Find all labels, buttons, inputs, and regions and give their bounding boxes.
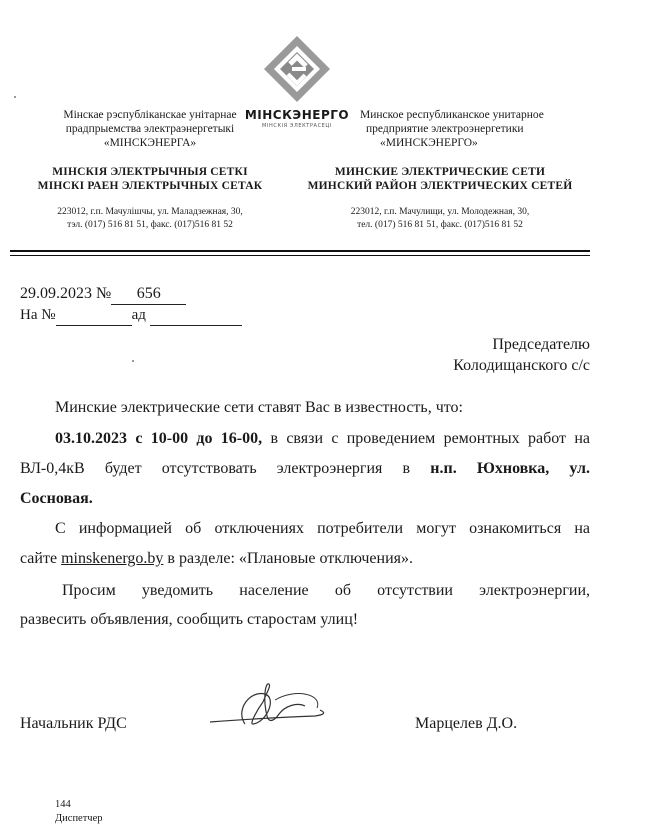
dept-by-line1: МІНСКІЯ ЭЛЕКТРЫЧНЫЯ СЕТКІ — [52, 166, 248, 178]
addr-by-line1: 223012, г.п. Мачулішчы, ул. Маладзежная, 30, — [57, 207, 243, 217]
org-by-line1: Мінскае рэспубліканскае унітарнае — [63, 109, 237, 121]
dept-name-ru — [300, 165, 580, 193]
reply-ad-label: ад — [131, 307, 146, 323]
footer-role: Диспетчер — [55, 813, 103, 824]
body-paragraph-3-line2 — [20, 545, 413, 572]
org-ru-line2: предприятие электроэнергетики — [366, 123, 524, 135]
reply-number-label: № — [41, 307, 56, 323]
dept-name-by — [20, 165, 280, 193]
body-paragraph-1: Минские электрические сети ставят Вас в известность, что: — [55, 399, 463, 416]
recipient-line1: Председателю — [492, 336, 590, 353]
header-rule-thin — [10, 255, 590, 256]
footer-executor — [55, 798, 103, 826]
org-by-line2: прадпрыемства электраэнергетыкі — [65, 123, 235, 135]
body-paragraph-2-line1 — [55, 425, 590, 452]
site-post: в разделе: «Плановые отключения». — [163, 550, 414, 567]
dept-ru-line2: МИНСКИЙ РАЙОН ЭЛЕКТРИЧЕСКИХ СЕТЕЙ — [307, 180, 573, 192]
site-pre: сайте — [20, 550, 62, 567]
handwritten-signature — [205, 680, 335, 740]
body-paragraph-4-line2: развесить объявления, сообщить старостам улиц! — [20, 611, 359, 628]
body-paragraph-2-line2 — [20, 455, 590, 482]
reply-to-line — [20, 305, 242, 326]
addr-ru-line1: 223012, г.п. Мачулищи, ул. Молодежная, 30, — [350, 207, 530, 217]
minskenergo-link[interactable]: minskenergo.by — [61, 550, 164, 567]
logo-diamond-icon — [262, 34, 332, 104]
org-name-ru — [360, 108, 590, 150]
outage-location: н.п. Юхновка, ул. — [430, 460, 590, 477]
scan-speck — [132, 360, 134, 362]
org-ru-line1: Минское республиканское унитарное — [360, 109, 544, 121]
doc-number: 656 — [136, 285, 161, 302]
addr-by-line2: тэл. (017) 516 81 51, факс. (017)516 81 52 — [67, 220, 233, 230]
address-by — [25, 206, 275, 232]
outage-street: Сосновая. — [20, 490, 93, 507]
org-name-by — [30, 108, 270, 150]
recipient-line2: Колодищанского с/с — [453, 357, 590, 374]
signatory-position: Начальник РДС — [20, 715, 127, 732]
recipient — [380, 334, 590, 376]
footer-code: 144 — [55, 799, 71, 810]
outage-reason: в связи с проведением ремонтных работ на — [262, 430, 590, 447]
scan-speck — [14, 96, 16, 98]
outage-line-text: ВЛ-0,4кВ будет отсутствовать электроэнергия в — [20, 460, 411, 477]
addr-ru-line2: тел. (017) 516 81 51, факс. (017)516 81 52 — [357, 220, 523, 230]
org-by-line3: «МІНСКЭНЕРГА» — [103, 137, 197, 149]
header-rule-thick — [10, 250, 590, 252]
minskenergo-logo — [262, 34, 332, 104]
logo-name: МІНСКЭНЕРГО — [244, 108, 350, 122]
logo-subtitle: МІНСКІЯ ЭЛЕКТРАСЕЦІ — [262, 123, 332, 129]
signatory-name: Марцелев Д.О. — [415, 715, 518, 732]
address-ru — [315, 206, 565, 232]
dept-by-line2: МІНСКІ РАЕН ЭЛЕКТРЫЧНЫХ СЕТАК — [37, 180, 263, 192]
dept-ru-line1: МИНСКИЕ ЭЛЕКТРИЧЕСКИЕ СЕТИ — [334, 166, 546, 178]
org-ru-line3: «МИНСКЭНЕРГО» — [380, 137, 478, 149]
doc-date: 29.09.2023 — [20, 285, 92, 302]
outage-datetime: 03.10.2023 с 10-00 до 16-00, — [55, 430, 263, 447]
number-label: № — [96, 285, 112, 302]
body-paragraph-3-line1: С информацией об отключениях потребители могут ознакомиться на — [55, 520, 590, 537]
body-paragraph-2-line3 — [20, 485, 93, 512]
doc-date-line — [20, 284, 186, 305]
body-paragraph-4-line1: Просим уведомить население об отсутствии электроэнергии, — [62, 582, 590, 599]
reply-na-label: На — [20, 307, 38, 323]
